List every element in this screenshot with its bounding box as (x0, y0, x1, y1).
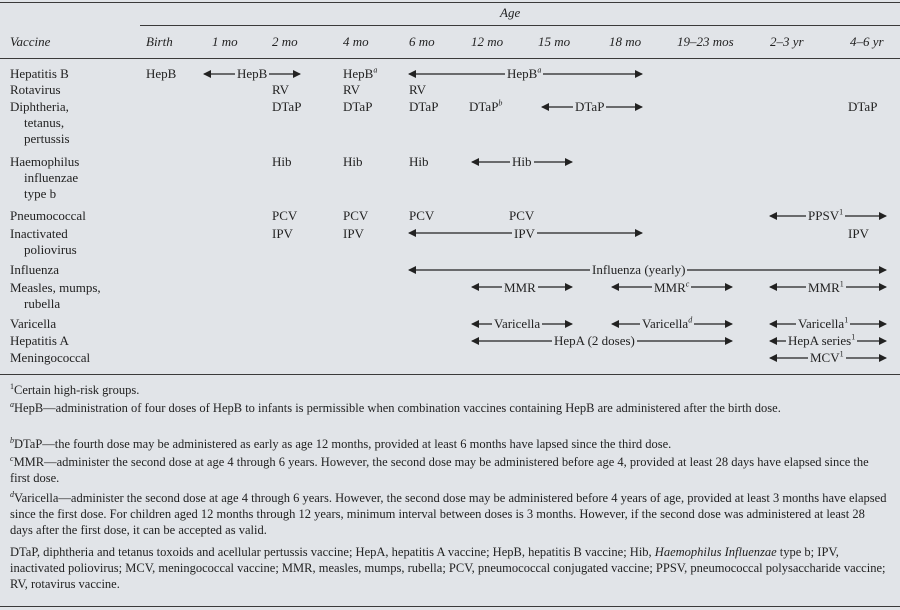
row-label-pneumococcal: Pneumococcal (10, 208, 86, 223)
dtap-4mo: DTaP (343, 99, 373, 114)
hepa-span1-label: HepA (2 doses) (554, 333, 635, 348)
row-label-hepatitis-a: Hepatitis A (10, 333, 69, 348)
hepb-4mo: HepB$^a$ (343, 65, 378, 81)
age-col-19-23mos: 19–23 mos (677, 34, 734, 49)
var-span1-label: Varicella (494, 316, 541, 331)
age-col-2-3yr: 2–3 yr (770, 34, 804, 49)
pcv-6mo: PCV (409, 208, 435, 223)
age-col-12mo: 12 mo (471, 34, 504, 49)
row-label-rotavirus: Rotavirus (10, 82, 61, 97)
dtap-12mo: DTaP$^b$ (469, 98, 503, 114)
hepb-birth: HepB (146, 66, 177, 81)
var-span3-label: Varicella$^1$ (798, 315, 849, 331)
age-col-1mo: 1 mo (212, 34, 238, 49)
rv-2mo: RV (272, 82, 290, 97)
row-label-hepatitis-b: Hepatitis B (10, 66, 69, 81)
hib-2mo: Hib (272, 154, 292, 169)
age-col-15mo: 15 mo (538, 34, 571, 49)
hepb-span2-label: HepB$^a$ (507, 65, 542, 81)
pcv-2mo: PCV (272, 208, 298, 223)
flu-span-label: Influenza (yearly) (592, 262, 686, 277)
row-label-varicella: Varicella (10, 316, 57, 331)
vaccine-column-header: Vaccine (10, 34, 51, 49)
rv-4mo: RV (343, 82, 361, 97)
hib-span-label: Hib (512, 154, 532, 169)
age-col-18mo: 18 mo (609, 34, 642, 49)
mmr-span2-label: MMR$^c$ (654, 279, 690, 295)
ipv-span-label: IPV (514, 226, 535, 241)
age-col-4mo: 4 mo (343, 34, 369, 49)
footnote-b: $^b$DTaP—the fourth dose may be administered as early as age 12 months, provided at least 6 months have lapsed since the third dose. (10, 435, 672, 451)
age-title: Age (500, 5, 521, 20)
hepb-span1-label: HepB (237, 66, 268, 81)
footnote-d: $^d$Varicella—administer the second dose at age 4 through 6 years. However, the second dose may be administered before 4 years of age, provided at least 3 months have elapsed since the first dose. For children aged 12 months through 12 years, minimum interval between doses is 3 months. However, if the second dose was administered at least 28 days after the first dose, it can be accepted as valid. (10, 489, 887, 537)
row-label-mmr: Measles, mumps, rubella (10, 280, 101, 311)
row-label-meningococcal: Meningococcal (10, 350, 91, 365)
age-col-birth: Birth (146, 34, 173, 49)
row-label-ipv: Inactivated poliovirus (10, 226, 77, 257)
ipv-4-6yr: IPV (848, 226, 869, 241)
dtap-4-6yr: DTaP (848, 99, 878, 114)
age-col-4-6yr: 4–6 yr (850, 34, 884, 49)
footnote-a: $^a$HepB—administration of four doses of HepB to infants is permissible when combination vaccines containing HepB are administered after the birth dose. (10, 399, 781, 415)
hepa-span2-label: HepA series$^1$ (788, 332, 856, 348)
age-col-2mo: 2 mo (272, 34, 298, 49)
hib-4mo: Hib (343, 154, 363, 169)
dtap-6mo: DTaP (409, 99, 439, 114)
mmr-span3-label: MMR$^1$ (808, 279, 844, 295)
pcv-4mo: PCV (343, 208, 369, 223)
var-span2-label: Varicella$^d$ (642, 315, 693, 331)
ppsv-span-label: PPSV$^1$ (808, 207, 844, 223)
hib-6mo: Hib (409, 154, 429, 169)
pcv-12mo: PCV (509, 208, 535, 223)
ipv-2mo: IPV (272, 226, 293, 241)
row-label-hib: Haemophilus influenzae type b (10, 154, 80, 201)
abbreviations: DTaP, diphtheria and tetanus toxoids and acellular pertussis vaccine; HepA, hepatitis A vaccine; HepB, hepatitis B vaccine; Hib, Haemophilus Influenzae type b; IPV, inactivated poliovirus; MCV, meningococcal vaccine; MMR, measles, mumps, rubella; PCV, pneumococcal conjugated vaccine; PPSV, pneumococcal polysaccharide vaccine; RV, rotavirus vaccine. (10, 545, 886, 591)
mcv-span-label: MCV$^1$ (810, 349, 844, 365)
mmr-span1-label: MMR (504, 280, 536, 295)
ipv-4mo: IPV (343, 226, 364, 241)
rv-6mo: RV (409, 82, 427, 97)
row-label-influenza: Influenza (10, 262, 60, 277)
footnote-1: $^1$Certain high-risk groups. (10, 381, 140, 397)
dtap-span-label: DTaP (575, 99, 605, 114)
age-col-6mo: 6 mo (409, 34, 435, 49)
footnote-c: $^c$MMR—administer the second dose at age 4 through 6 years. However, the second dose may be administered before age 4, provided at least 28 days have elapsed since the first dose. (10, 453, 869, 485)
row-label-dtap: Diphtheria, tetanus, pertussis (10, 99, 70, 146)
dtap-2mo: DTaP (272, 99, 302, 114)
